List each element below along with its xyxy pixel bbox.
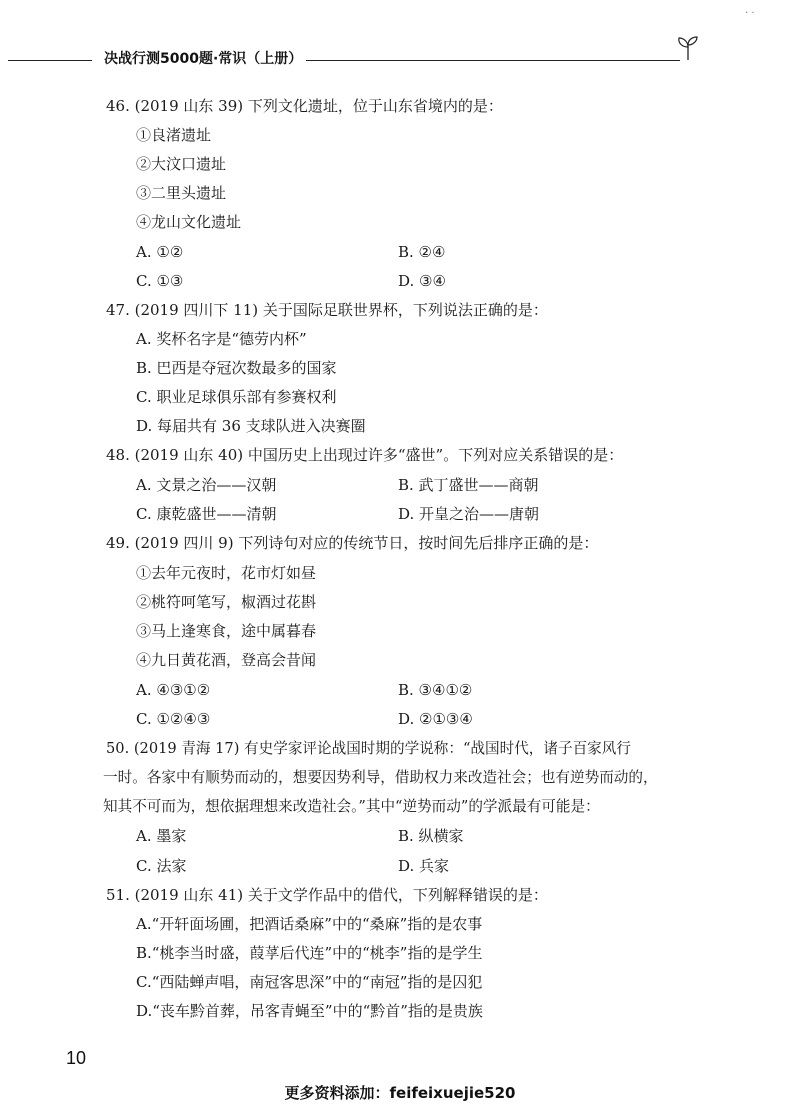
question-47-option-b: B. 巴西是夺冠次数最多的国家 [136, 359, 337, 377]
question-46-option-c: C. ①③ [136, 272, 184, 290]
question-49-option-b: B. ③④①② [398, 681, 473, 699]
question-48-option-c: C. 康乾盛世——清朝 [136, 505, 277, 523]
question-51-option-d: D.“丧车黔首葬，吊客青蝇至”中的“黔首”指的是贵族 [136, 1002, 483, 1020]
question-49-option-c: C. ①②④③ [136, 710, 211, 728]
question-51-option-a: A.“开轩面场圃，把酒话桑麻”中的“桑麻”指的是农事 [136, 915, 483, 933]
question-47-option-a: A. 奖杯名字是“德劳内杯” [136, 330, 307, 348]
sprout-icon [676, 34, 700, 60]
question-49-item-2: ②桃符呵笔写，椒酒过花斟 [136, 593, 317, 611]
question-50-stem-line-1: 50. (2019 青海 17) 有史学家评论战国时期的学说称：“战国时代，诸子百家风行 [106, 740, 631, 757]
question-51-option-b: B.“桃李当时盛，葭莩后代连”中的“桃李”指的是学生 [136, 944, 483, 962]
corner-mark: · · [745, 8, 755, 19]
question-46-option-d: D. ③④ [398, 272, 446, 290]
header-rule-left [8, 60, 92, 61]
question-46-item-3: ③二里头遗址 [136, 184, 227, 202]
question-46-option-a: A. ①② [136, 243, 184, 261]
question-50-stem-line-2: 一时。各家中有顺势而动的，想要因势利导，借助权力来改造社会；也有逆势而动的， [103, 769, 658, 786]
question-49-option-a: A. ④③①② [136, 681, 211, 699]
question-47-option-c: C. 职业足球俱乐部有参赛权利 [136, 388, 337, 406]
header-title: 决战行测5000题·常识（上册） [104, 51, 303, 67]
question-51-stem: 51. (2019 山东 41) 关于文学作品中的借代，下列解释错误的是： [106, 886, 548, 904]
page-number: 10 [66, 1048, 87, 1068]
question-48-option-d: D. 开皇之治——唐朝 [398, 505, 540, 523]
question-46-item-1: ①良渚遗址 [136, 126, 212, 144]
question-50-option-d: D. 兵家 [398, 857, 450, 875]
question-49-item-4: ④九日黄花酒，登高会昔闻 [136, 651, 317, 669]
question-49-item-3: ③马上逢寒食，途中属暮春 [136, 622, 317, 640]
question-47-stem: 47. (2019 四川下 11) 关于国际足联世界杯，下列说法正确的是： [106, 301, 548, 319]
question-51-option-c: C.“西陆蝉声唱，南冠客思深”中的“南冠”指的是囚犯 [136, 973, 483, 991]
question-49-item-1: ①去年元夜时，花市灯如昼 [136, 564, 317, 582]
question-46-option-b: B. ②④ [398, 243, 446, 261]
question-49-stem: 49. (2019 四川 9) 下列诗句对应的传统节日，按时间先后排序正确的是： [106, 534, 599, 552]
question-47-option-d: D. 每届共有 36 支球队进入决赛圈 [136, 417, 366, 435]
question-46-item-4: ④龙山文化遗址 [136, 213, 242, 231]
question-50-option-b: B. 纵横家 [398, 827, 464, 845]
question-46-item-2: ②大汶口遗址 [136, 155, 227, 173]
page-header [0, 40, 800, 80]
question-48-option-a: A. 文景之治——汉朝 [136, 476, 277, 494]
header-rule-right [306, 60, 680, 61]
footer-note: 更多资料添加：feifeixuejie520 [284, 1084, 516, 1102]
question-50-option-a: A. 墨家 [136, 827, 187, 845]
question-48-option-b: B. 武丁盛世——商朝 [398, 476, 539, 494]
question-48-stem: 48. (2019 山东 40) 中国历史上出现过许多“盛世”。下列对应关系错误的是： [106, 446, 624, 464]
question-46-stem: 46. (2019 山东 39) 下列文化遗址，位于山东省境内的是： [106, 97, 503, 115]
question-50-stem-line-3: 知其不可而为，想依据理想来改造社会。”其中“逆势而动”的学派最有可能是： [103, 798, 600, 815]
question-50-option-c: C. 法家 [136, 857, 187, 875]
question-49-option-d: D. ②①③④ [398, 710, 473, 728]
